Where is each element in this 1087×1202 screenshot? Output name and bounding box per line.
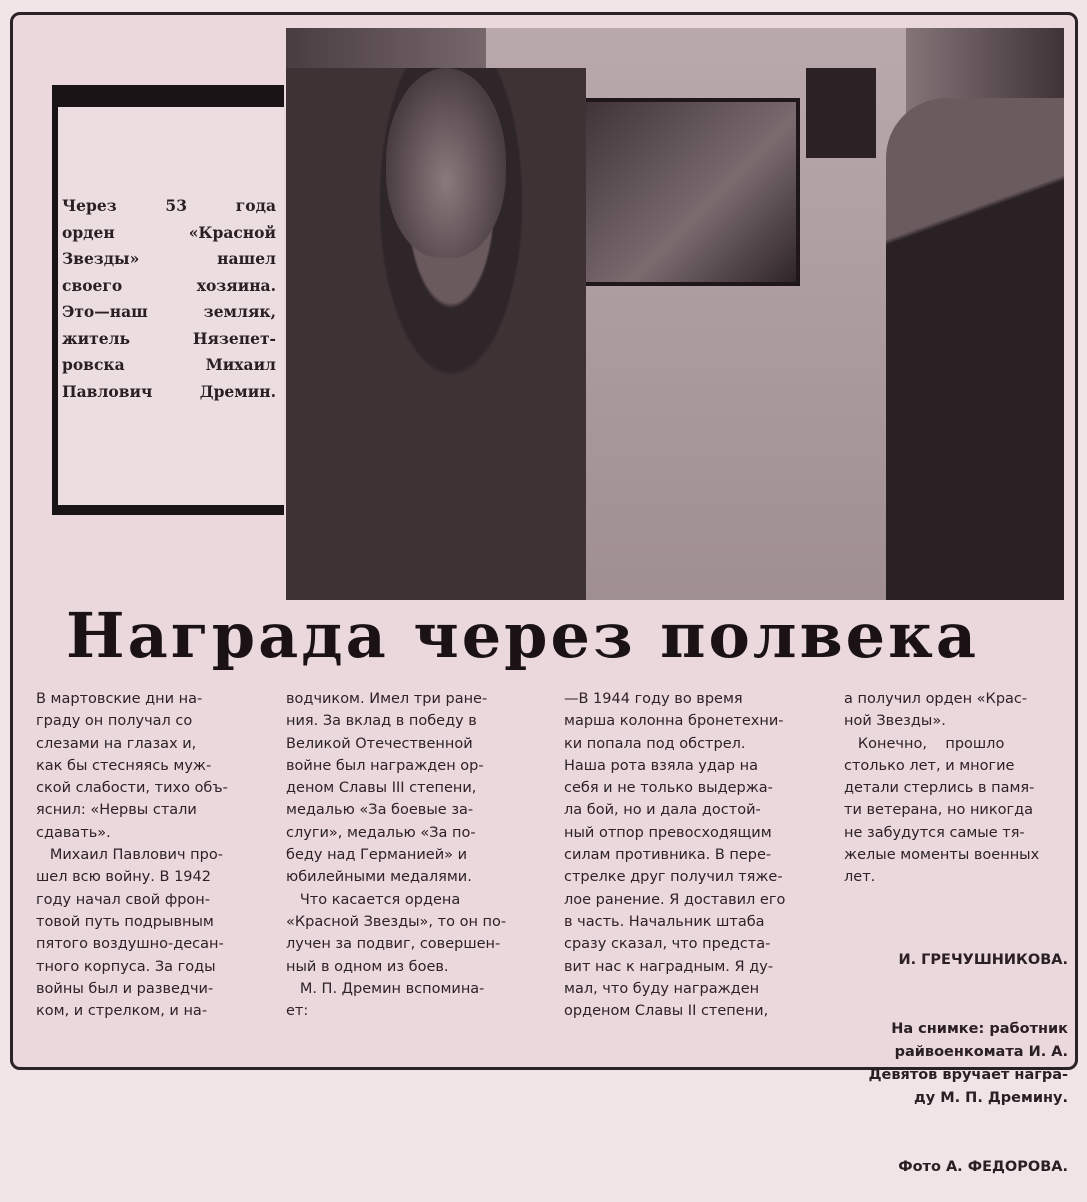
- photo-wall-picture: [562, 98, 800, 286]
- photo-veteran-head: [386, 68, 506, 258]
- photo-credit: Фото А. ФЕДОРОВА.: [898, 1159, 1068, 1175]
- author-name: И. ГРЕЧУШНИКОВА.: [898, 952, 1068, 968]
- article-column-1: В мартовские дни на- граду он получал со слезами на глазах и, как бы стесняясь муж- ской слабости, тихо объ- яснил: «Нервы стали сдавать». Михаил Павлович про- шел всю войну. В 1942 году начал свой фрон- товой путь подрывным пятого воздушно-десан- тного корпуса. За годы войны был и разведчи- ком, и стрелком, и на-: [36, 691, 228, 1020]
- photo-caption: Через 53 года орден «Красной Звезды» нашел своего хозяина. Это—наш земляк, житель Нязепет- ровска Михаил Павлович Дремин.: [62, 196, 276, 401]
- article-headline: Награда через полвека: [66, 599, 980, 672]
- photo-wall-frame: [806, 68, 876, 158]
- article-signature: [832, 903, 1068, 1202]
- photo-officer-figure: [886, 98, 1064, 600]
- article-photo: [286, 28, 1064, 600]
- article-column-3: —В 1944 году во время марша колонна бронетехни- ки попала под обстрел. Наша рота взяла удар на себя и не только выдержа- ла бой, но и дала достой- ный отпор превосходящим силам противника. В пере- стрелке друг получил тяже- лое ранение. Я доставил его в часть. Начальник штаба сразу сказал, что предста- вит нас к наградным. Я ду- мал, что буду награжден орденом Славы II степени,: [564, 691, 786, 1020]
- photo-note: На снимке: работник райвоенкомата И. А. Девятов вручает награ- ду М. П. Дремину.: [868, 1021, 1068, 1106]
- article-column-4: а получил орден «Крас- ной Звезды». Конечно, прошло столько лет, и многие детали стерлись в памя- ти ветерана, но никогда не забудутся самые тя- желые моменты военных лет.: [844, 691, 1040, 886]
- article-column-2: водчиком. Имел три ране- ния. За вклад в победу в Великой Отечественной войне был награжден ор- деном Славы III степени, медалью «За боевые за- слуги», медалью «За по- беду над Германией» и юбилейными медалями. Что касается ордена «Красной Звезды», то он по- лучен за подвиг, совершен- ный в одном из боев. М. П. Дремин вспомина- ет:: [286, 691, 507, 1020]
